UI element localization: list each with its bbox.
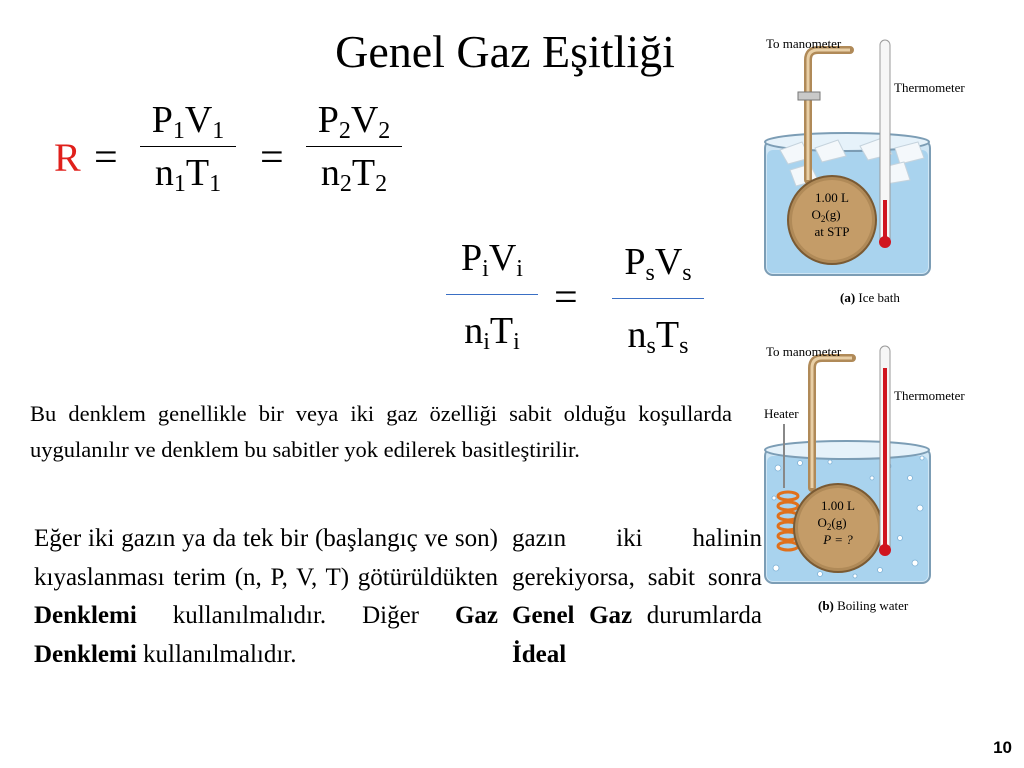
fraction-psvs-nsts	[612, 240, 704, 357]
flask-volume-label: 1.00 L	[815, 190, 849, 205]
figure-ice-bath	[760, 30, 1000, 312]
numerator: $P_2V_2$	[317, 99, 391, 144]
ice-bath-illustration	[760, 30, 1000, 312]
thermometer-label: Thermometer	[894, 80, 965, 95]
fraction-bar	[612, 298, 704, 299]
numerator: $P_sV_s$	[624, 241, 692, 286]
page-number: 10	[993, 738, 1012, 757]
flask-condition-label: P = ?	[823, 532, 853, 547]
fraction-bar	[306, 146, 402, 147]
denominator: $n_1T_1$	[154, 152, 222, 197]
to-manometer-label: To manometer	[766, 36, 842, 51]
fraction-bar	[140, 146, 236, 147]
equals-sign: =	[94, 135, 118, 181]
heater-label: Heater	[764, 406, 799, 421]
figure-boiling-water	[760, 338, 1000, 620]
to-manometer-label: To manometer	[766, 344, 842, 359]
usage-paragraph-left-column: Eğer iki gazın ya da tek bir (başlangıç ve son) kıyaslanması terim (n, P, V, T) götürüldükten Denklemi kullanılmalıdır. Diğer Gaz Denklemi kullanılmalıdır.	[34, 525, 498, 668]
numerator: $P_iV_i$	[461, 237, 523, 282]
equals-sign: =	[554, 275, 578, 321]
bold-term: Genel Gaz	[512, 602, 633, 629]
page-title: Genel Gaz Eşitliği	[335, 26, 675, 77]
bold-term: İdeal	[512, 640, 567, 668]
thermometer-label: Thermometer	[894, 388, 965, 403]
denominator: $n_2T_2$	[320, 152, 388, 197]
explanation-paragraph: Bu denklem genellikle bir veya iki gaz özelliği sabit olduğu koşullarda uygulanılır ve denklem bu sabitler yok edilerek basitleştirilir.	[30, 401, 732, 462]
bold-term: Gaz Denklemi	[34, 602, 498, 668]
fraction-p2v2-n2t2	[306, 98, 402, 195]
fraction-pivi-niti	[446, 236, 538, 353]
bold-term: Denklemi	[34, 602, 137, 629]
denominator: $n_sT_s$	[627, 314, 689, 359]
boiling-water-caption: (b) Boiling water	[818, 598, 909, 613]
flask-gas-label: $O_2(g)$	[817, 515, 847, 532]
r-symbol: R	[54, 135, 81, 180]
fraction-p1v1-n1t1	[140, 98, 236, 195]
boiling-water-illustration	[760, 338, 1000, 620]
numerator: $P_1V_1$	[151, 99, 225, 144]
flask-gas-label: $O_2(g)$	[811, 207, 841, 224]
flask-volume-label: 1.00 L	[821, 498, 855, 513]
fraction-bar	[446, 294, 538, 295]
flask-condition-label: at STP	[814, 224, 850, 239]
equals-sign: =	[260, 135, 284, 181]
denominator: $n_iT_i$	[464, 310, 520, 355]
usage-paragraph-right-column: gazın iki halinin gerekiyorsa, sabit sonra Genel Gaz durumlarda İdeal	[512, 525, 763, 668]
ice-bath-caption: (a) Ice bath	[840, 290, 900, 305]
